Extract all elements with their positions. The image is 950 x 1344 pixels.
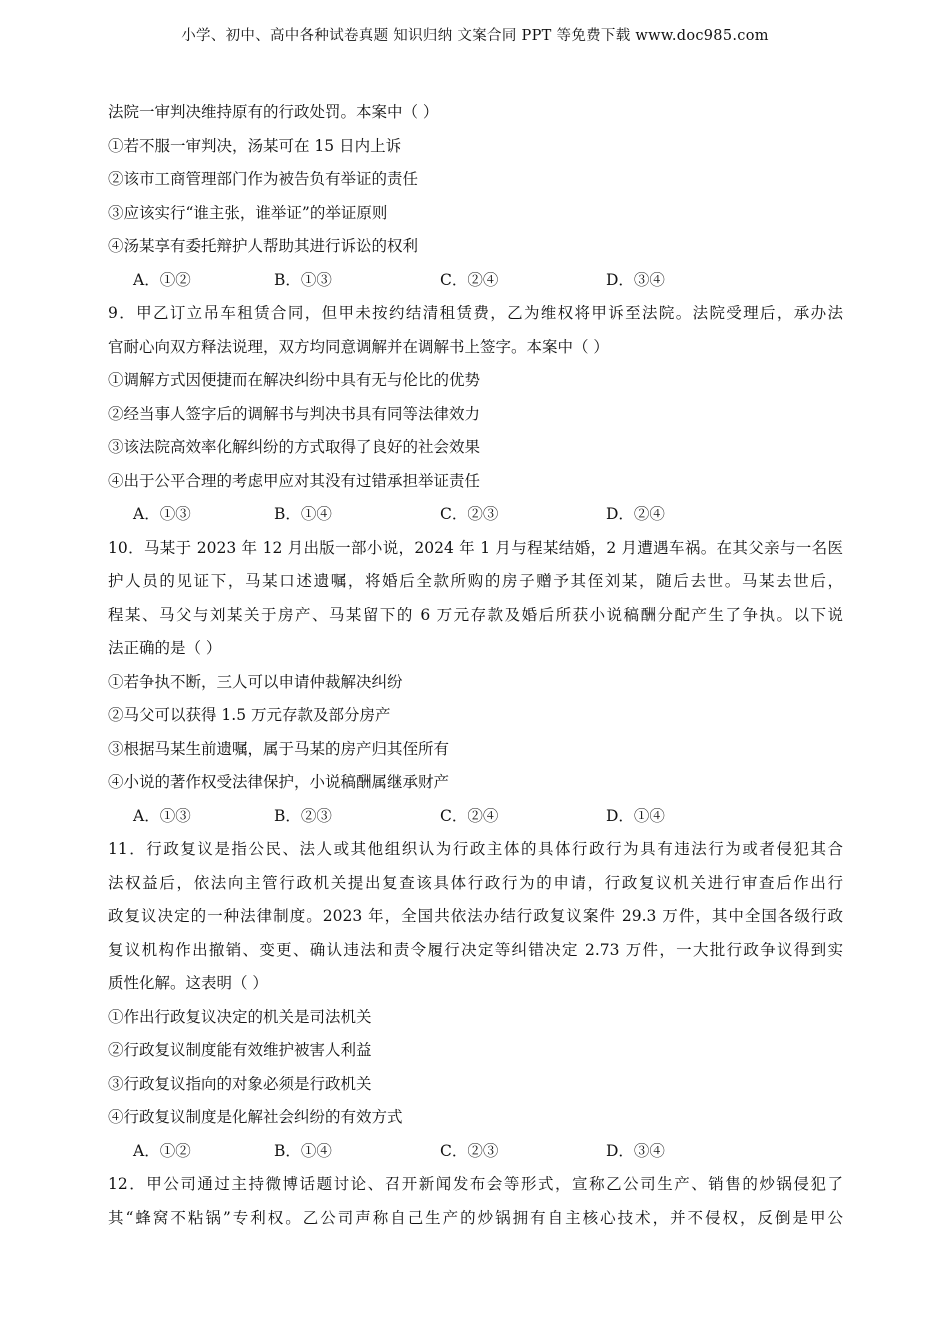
- option-a: A．①③: [133, 806, 191, 825]
- question-stem-line: 护人员的见证下，马某口述遗嘱，将婚后全款所购的房子赠予其侄刘某，随后去世。马某去世后，: [108, 572, 843, 590]
- statement-item: ④出于公平合理的考虑甲应对其没有过错承担举证责任: [108, 471, 481, 490]
- page-header-watermark: 小学、初中、高中各种试卷真题 知识归纳 文案合同 PPT 等免费下载 www.doc985.com: [181, 28, 769, 44]
- question-8: [108, 96, 843, 297]
- option-d: D．③④: [606, 270, 665, 289]
- statement-item: ④行政复议制度是化解社会纠纷的有效方式: [108, 1108, 403, 1126]
- option-b: B．①④: [274, 1141, 332, 1160]
- option-b: B．①④: [274, 505, 332, 523]
- statement-item: ④小说的著作权受法律保护，小说稿酬属继承财产: [108, 773, 450, 791]
- question-stem-line: 法正确的是（ ）: [108, 639, 222, 657]
- statement-item: ①若不服一审判决，汤某可在 15 日内上诉: [108, 136, 402, 155]
- option-d: D．②④: [606, 505, 665, 523]
- statement-item: ②行政复议制度能有效维护被害人利益: [108, 1041, 372, 1059]
- question-stem-line: 其“蜂窝不粘锅”专利权。乙公司声称自己生产的炒锅拥有自主核心技术，并不侵权，反倒是甲公: [108, 1208, 843, 1227]
- statement-item: ②马父可以获得 1.5 万元存款及部分房产: [108, 706, 391, 724]
- question-stem-line: 11．行政复议是指公民、法人或其他组织认为行政主体的具体行政行为具有违法行为或者侵犯其合: [108, 840, 843, 858]
- question-11: [108, 833, 843, 1168]
- question-stem-line: 12．甲公司通过主持微博话题讨论、召开新闻发布会等形式，宣称乙公司生产、销售的炒锅侵犯了: [108, 1175, 843, 1193]
- statement-item: ③该法院高效率化解纠纷的方式取得了良好的社会效果: [108, 438, 481, 456]
- option-a: A．①②: [133, 270, 191, 289]
- option-b: B．②③: [274, 806, 332, 825]
- option-a: A．①③: [133, 505, 191, 523]
- question-stem-line: 政复议决定的一种法律制度。2023 年，全国共依法办结行政复议案件 29.3 万件，其中全国各级行政: [108, 907, 843, 925]
- option-c: C．②③: [440, 505, 499, 523]
- question-10: [108, 532, 843, 834]
- statement-item: ①作出行政复议决定的机关是司法机关: [108, 1007, 372, 1026]
- statement-item: ①若争执不断，三人可以申请仲裁解决纠纷: [108, 672, 403, 691]
- question-stem-line: 9．甲乙订立吊车租赁合同，但甲未按约结清租赁费，乙为维权将甲诉至法院。法院受理后，承办法: [108, 304, 843, 322]
- answer-options: [108, 1135, 843, 1169]
- statement-item: ①调解方式因便捷而在解决纠纷中具有无与伦比的优势: [108, 371, 481, 389]
- question-stem-line: 官耐心向双方释法说理，双方均同意调解并在调解书上签字。本案中（ ）: [108, 337, 609, 356]
- statement-item: ③根据马某生前遗嘱，属于马某的房产归其侄所有: [108, 739, 450, 758]
- answer-options: [108, 264, 843, 298]
- option-c: C．②④: [440, 806, 499, 825]
- option-b: B．①③: [274, 270, 332, 289]
- option-a: A．①②: [133, 1141, 191, 1160]
- option-c: C．②④: [440, 270, 499, 289]
- statement-item: ②该市工商管理部门作为被告负有举证的责任: [108, 170, 419, 188]
- statement-item: ③应该实行“谁主张，谁举证”的举证原则: [108, 203, 388, 222]
- answer-options: [108, 800, 843, 834]
- question-stem-line: 法院一审判决维持原有的行政处罚。本案中（ ）: [108, 103, 439, 121]
- question-stem-line: 质性化解。这表明（ ）: [108, 974, 268, 992]
- answer-options: [108, 498, 843, 532]
- question-9: [108, 297, 843, 532]
- question-stem-line: 程某、马父与刘某关于房产、马某留下的 6 万元存款及婚后所获小说稿酬分配产生了争执。以下说: [108, 605, 843, 624]
- statement-item: ④汤某享有委托辩护人帮助其进行诉讼的权利: [108, 237, 419, 255]
- question-stem-line: 10．马某于 2023 年 12 月出版一部小说，2024 年 1 月与程某结婚，2 月遭遇车祸。在其父亲与一名医: [108, 538, 843, 557]
- statement-item: ②经当事人签字后的调解书与判决书具有同等法律效力: [108, 404, 481, 423]
- question-stem-line: 复议机构作出撤销、变更、确认违法和责令履行决定等纠错决定 2.73 万件，一大批行政争议得到实: [108, 940, 843, 959]
- statement-item: ③行政复议指向的对象必须是行政机关: [108, 1074, 372, 1093]
- option-d: D．③④: [606, 1141, 665, 1160]
- option-d: D．①④: [606, 806, 665, 825]
- question-stem-line: 法权益后，依法向主管行政机关提出复查该具体行政行为的申请，行政复议机关进行审查后作出行: [108, 873, 843, 892]
- exam-content: [108, 96, 843, 1235]
- question-12: [108, 1168, 843, 1235]
- option-c: C．②③: [440, 1141, 499, 1160]
